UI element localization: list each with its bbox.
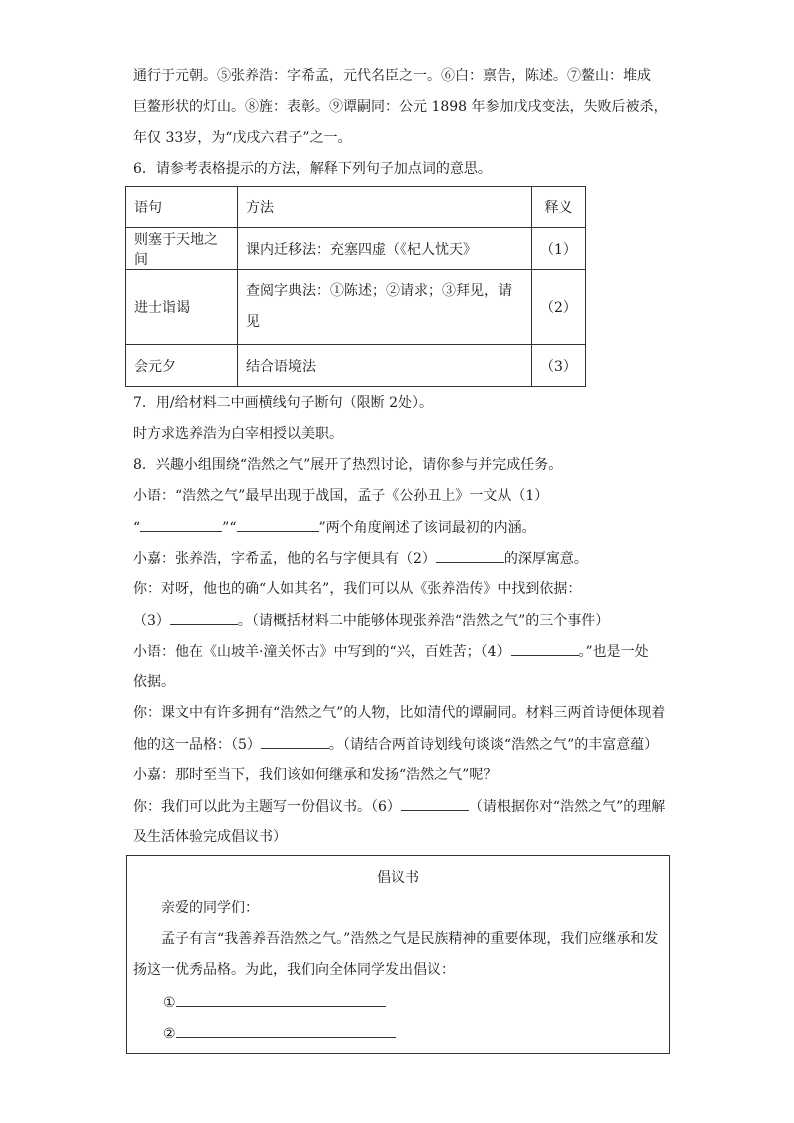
- header-cell-method: 方法: [238, 187, 532, 228]
- table-row: [126, 270, 586, 345]
- method-table: [125, 186, 586, 387]
- method-cell: 课内迁移法：充塞四虚（《杞人忧天》: [238, 228, 532, 270]
- proposal-body: 孟子有言“我善养吾浩然之气。”浩然之气是民族精神的重要体现，我们应继承和发: [161, 931, 659, 947]
- dialogue-line: 你：对呀，他也的确“人如其名”，我们可以从《张养浩传》中找到依据：: [133, 581, 582, 597]
- header-cell-meaning: 释义: [532, 187, 586, 228]
- sentence-cell: 则塞于天地之间: [126, 228, 238, 270]
- method-text-cont: 见: [246, 314, 260, 330]
- method-cell: [238, 270, 532, 345]
- question-8-prompt: 8．兴趣小组围绕“浩然之气”展开了热烈讨论，请你参与并完成任务。: [133, 457, 563, 473]
- dialogue-line: [133, 548, 588, 569]
- proposal-box: [126, 855, 670, 1054]
- table-row: [126, 345, 586, 387]
- sentence-cell: 会元夕: [126, 345, 238, 387]
- question-6-prompt: 6．请参考表格提示的方法，解释下列句子加点词的意思。: [133, 161, 492, 177]
- dialogue-line: [133, 734, 658, 755]
- item-marker: ②: [163, 1026, 176, 1042]
- dialogue-line: 小语：“浩然之气”最早出现于战国，孟子《公孙丑上》一文从（1）: [133, 488, 549, 504]
- answer-blank[interactable]: [436, 548, 504, 563]
- text: 小嘉：张养浩，字希孟，他的名与字便具有（2）: [133, 551, 436, 567]
- text: 。（请概括材料二中能够体现张养浩“浩然之气”的三个事件）: [237, 613, 610, 629]
- table-row: [126, 228, 586, 270]
- answer-cell[interactable]: （2）: [532, 270, 586, 345]
- answer-blank[interactable]: [511, 641, 579, 656]
- text: ”“: [222, 520, 237, 536]
- answer-line[interactable]: [176, 1023, 396, 1038]
- dialogue-line: [133, 517, 536, 538]
- note-line: 年仅 33岁，为“戊戌六君子”之一。: [133, 130, 352, 146]
- answer-blank[interactable]: [401, 796, 469, 811]
- text: （3）: [133, 613, 170, 629]
- text: 你：我们可以此为主题写一份倡议书。（6）: [133, 799, 401, 815]
- question-7-prompt: 7．用/给材料二中画横线句子断句（限断 2处）。: [133, 395, 433, 411]
- text: 。”也是一处: [578, 644, 649, 660]
- answer-cell[interactable]: （3）: [532, 345, 586, 387]
- table-header-row: [126, 187, 586, 228]
- answer-blank[interactable]: [140, 517, 222, 532]
- question-7-sentence: 时方求选养浩为白宰相授以美职。: [133, 426, 343, 442]
- text: （请根据你对“浩然之气”的理解: [468, 799, 666, 815]
- sentence-cell: 进士诣谒: [126, 270, 238, 345]
- dialogue-line: 你：课文中有许多拥有“浩然之气”的人物，比如清代的谭嗣同。材料三两首诗便体现着: [133, 705, 666, 721]
- answer-blank[interactable]: [261, 734, 329, 749]
- dialogue-line: [133, 641, 649, 662]
- answer-cell[interactable]: （1）: [532, 228, 586, 270]
- proposal-body: 扬这一优秀品格。为此，我们向全体同学发出倡议：: [133, 962, 455, 978]
- method-cell: 结合语境法: [238, 345, 532, 387]
- item-marker: ①: [163, 995, 176, 1011]
- header-cell-sentence: 语句: [126, 187, 238, 228]
- proposal-greeting: 亲爱的同学们：: [161, 900, 259, 916]
- answer-blank[interactable]: [170, 610, 238, 625]
- dialogue-line: 依据。: [133, 674, 175, 690]
- dialogue-line: [133, 796, 665, 817]
- dialogue-line: [133, 610, 609, 631]
- proposal-item: [163, 1023, 396, 1044]
- note-line: 通行于元朝。⑤张养浩：字希孟，元代名臣之一。⑥白：禀告，陈述。⑦鳌山：堆成: [133, 68, 651, 84]
- note-line: 巨鳌形状的灯山。⑧旌：表彰。⑨谭嗣同：公元 1898 年参加戊戌变法，失败后被杀，: [133, 99, 668, 115]
- proposal-title: 倡议书: [377, 870, 419, 886]
- method-text: 查阅字典法：①陈述；②请求；③拜见，请: [246, 283, 512, 299]
- answer-blank[interactable]: [237, 517, 319, 532]
- answer-line[interactable]: [176, 992, 386, 1007]
- proposal-item: [163, 992, 386, 1013]
- text: 小语：他在《山坡羊·潼关怀古》中写到的“兴，百姓苦；（4）: [133, 644, 511, 660]
- dialogue-line: 小嘉：那时至当下，我们该如何继承和发扬“浩然之气”呢？: [133, 767, 498, 783]
- text: 他的这一品格：（5）: [133, 737, 261, 753]
- dialogue-line: 及生活体验完成倡议书）: [133, 829, 287, 845]
- text: 的深厚寓意。: [503, 551, 588, 567]
- text: “: [133, 520, 141, 536]
- text: 。（请结合两首诗划线句谈谈“浩然之气”的丰富意蕴）: [328, 737, 659, 753]
- text: ”两个角度阐述了该词最初的内涵。: [318, 520, 536, 536]
